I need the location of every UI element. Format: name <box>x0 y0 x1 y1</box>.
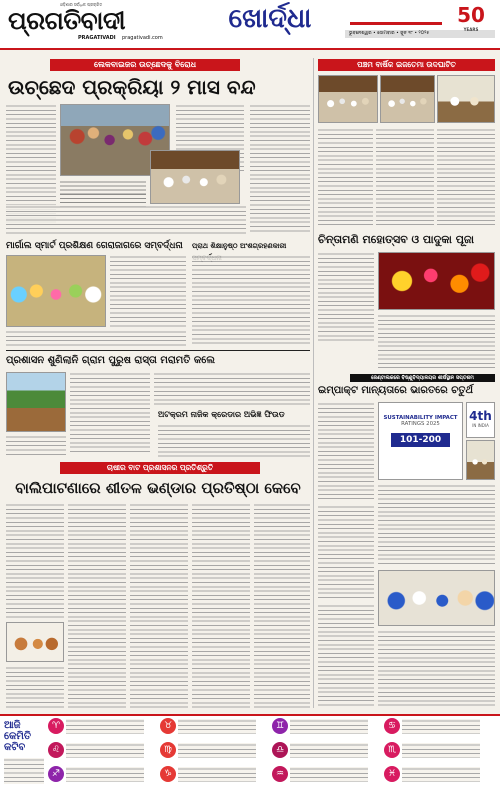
award-title: SUSTAINABILITY IMPACT <box>383 415 458 421</box>
story-text <box>192 255 310 345</box>
sign-text <box>178 743 256 758</box>
horoscope-sign-6 <box>160 742 257 760</box>
story-text <box>318 252 374 342</box>
horoscope-title-3: କଟିବ <box>4 742 26 753</box>
sign-text <box>178 719 256 734</box>
sign-text <box>402 767 480 782</box>
story-text <box>437 128 495 228</box>
section-divider <box>6 350 310 351</box>
horoscope-sign-2 <box>160 718 257 736</box>
zodiac-icon: ♎ <box>272 742 288 758</box>
top-left-headline: ଉଚ୍ଛେଦ ପ୍ରକ୍ରିୟା ୨ ମାସ ବନ୍ଦ <box>8 75 256 99</box>
top-left-kicker: ଲେକବାଇଜର ଉଚ୍ଛେଦକୁ ବିରୋଧ <box>50 59 240 71</box>
sustainability-award <box>378 402 463 480</box>
website: pragativadi.com <box>122 35 163 41</box>
zodiac-icon: ♐ <box>48 766 64 782</box>
story-text <box>68 503 126 708</box>
story-text <box>154 372 310 406</box>
bpm-headline: ଇମ୍ପାକ୍ଟ ମାନ୍ୟତାରେ ଭାରତରେ ଚତୁର୍ଥ <box>318 385 473 396</box>
story-text <box>6 205 246 235</box>
award-subtitle: RATINGS 2025 <box>401 421 440 427</box>
zodiac-icon: ♌ <box>48 742 64 758</box>
story-text <box>254 503 310 708</box>
horoscope-sign-7 <box>272 742 369 760</box>
story-text <box>376 128 434 228</box>
zodiac-icon: ♍ <box>160 742 176 758</box>
story-text <box>6 503 64 618</box>
zodiac-icon: ♊ <box>272 718 288 734</box>
horoscope-sign-4 <box>384 718 481 736</box>
festival-photo <box>378 252 495 310</box>
edition-bar <box>350 22 442 25</box>
sign-text <box>66 743 144 758</box>
horoscope-sign-11 <box>272 766 369 784</box>
horoscope-sign-12 <box>384 766 481 784</box>
zodiac-icon: ♑ <box>160 766 176 782</box>
smart-headline: ମାର୍ଗାଲ ସ୍ମାର୍ଟ ପ୍ରଶିକ୍ଷଣ ଗେରାଜାଗରେ ସମ୍ବର୍ଦ୍ଧନା <box>6 241 183 251</box>
meeting-photo <box>150 150 240 204</box>
sign-text <box>402 743 480 758</box>
students-photo <box>6 255 106 327</box>
edition-name: ଖୋର୍ଦ୍ଧା <box>228 3 312 34</box>
story-text <box>110 255 186 327</box>
ijtema-photo-1 <box>318 75 378 123</box>
zodiac-icon: ♈ <box>48 718 64 734</box>
tagline: ଓଡ଼ିଶାର ସର୍ବାଧିକ ପ୍ରଚାରିତ <box>60 2 103 7</box>
place-badge <box>466 402 495 438</box>
horoscope-title-2: କେମିତି <box>4 731 32 742</box>
ijtema-photo-2 <box>380 75 435 123</box>
date-line: ଭୁବନେଶ୍ୱର • ସୋମବାର • ଜୁନ ୧୮ • ୨୦୨୫ <box>345 30 495 38</box>
story-text <box>192 503 250 708</box>
prathama-headline: ପ୍ରାଥ ଶିକ୍ଷାନୁଷ୍ଠ ଅଂଶଗ୍ରହଣକାରୀ <box>192 242 287 250</box>
university-photo <box>466 440 495 480</box>
school-students-photo <box>378 570 495 626</box>
place-number: 4th <box>469 409 492 423</box>
zodiac-icon: ♉ <box>160 718 176 734</box>
story-text <box>378 630 495 709</box>
story-text <box>318 604 374 709</box>
story-text <box>250 104 310 232</box>
sign-text <box>290 719 368 734</box>
award-rank: 101-200 <box>391 433 450 447</box>
emblem-caption: YEARS <box>463 27 479 32</box>
chinta-headline: ଚିନ୍ତାମଣି ମହୋତ୍ସବ ଓ ପାଦୁକା ପୂଜା <box>318 233 475 246</box>
chalati-headline: ଅଟକ୍ରମ ନାଜିକ କ୍ରେଡାର ଅଭିଜ୍ଞ ଫିଉଡ <box>158 410 285 419</box>
pots-photo <box>6 622 64 662</box>
story-text <box>70 372 150 454</box>
zodiac-icon: ♋ <box>384 718 400 734</box>
village-headline: ପ୍ରଶାସନ ଶୁଣିଲାନି ଗ୍ରାମ ପୁରୁଷ ରାସ୍ତା ମରାମତି କଲେ <box>6 355 215 366</box>
horoscope-sign-8 <box>384 742 481 760</box>
sign-text <box>66 767 144 782</box>
story-text <box>158 424 310 458</box>
story-text <box>6 435 66 457</box>
horoscope-sign-10 <box>160 766 257 784</box>
top-right-kicker: ପଞ୍ଚମ ବାର୍ଷିକ ଇଜତେମା ଉଦଘାଟିତ <box>318 59 495 71</box>
emblem-number: 50 <box>457 3 485 27</box>
story-text <box>318 505 374 600</box>
sign-text <box>290 767 368 782</box>
horoscope-sign-5 <box>48 742 145 760</box>
column-divider <box>313 58 314 708</box>
sign-text <box>178 767 256 782</box>
zodiac-icon: ♒ <box>272 766 288 782</box>
place-caption: IN INDIA <box>472 423 489 428</box>
story-text <box>378 314 495 370</box>
bpm-kicker: ଜେଣ୍ଟାଲକରେ ବିଷ୍ଣୁବିଦ୍ୟାଳୟର ଶୀର୍ଷସ୍ଥାନ ସପ୍ତଶମ <box>350 374 495 382</box>
logo-latin: PRAGATIVADI <box>78 35 116 41</box>
anniversary-emblem <box>448 2 494 30</box>
story-text <box>130 503 188 708</box>
newspaper-logo: ପ୍ରଗତିବାଦୀ <box>8 6 126 35</box>
road-repair-photo <box>6 372 66 432</box>
sign-text <box>66 719 144 734</box>
story-text <box>318 128 373 228</box>
story-text <box>6 330 186 346</box>
horoscope-title <box>4 720 44 754</box>
zodiac-icon: ♏ <box>384 742 400 758</box>
zodiac-icon: ♓ <box>384 766 400 782</box>
horoscope-sign-3 <box>272 718 369 736</box>
ijtema-photo-3 <box>437 75 495 123</box>
farmer-headline: ବାଲିପାଟଣାରେ ଶୀତଳ ଭଣ୍ଡାର ପ୍ରତିଷ୍ଠା କେବେ <box>15 479 301 497</box>
story-text <box>318 402 374 502</box>
horoscope-intro-text <box>4 758 44 784</box>
story-text <box>6 666 64 708</box>
farmer-kicker: ଚାଷୀର ବାଟ ପ୍ରଶାସନର ପ୍ରତିଶ୍ରୁତି <box>60 462 260 474</box>
sign-text <box>290 743 368 758</box>
story-text <box>378 484 495 564</box>
horoscope-title-1: ଆଜି <box>4 720 21 731</box>
sign-text <box>402 719 480 734</box>
horoscope-sign-1 <box>48 718 145 736</box>
horoscope-sign-9 <box>48 766 145 784</box>
